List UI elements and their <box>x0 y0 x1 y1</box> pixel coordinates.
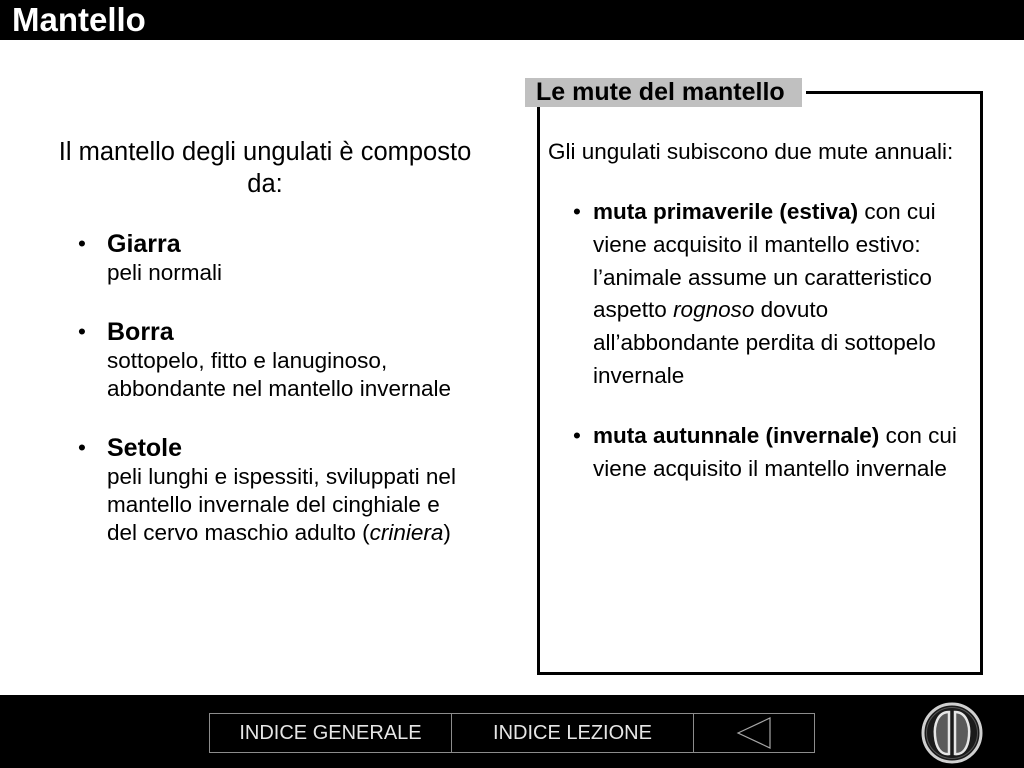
hoof-prints-logo-icon <box>921 702 983 764</box>
list-item-setole <box>78 433 468 547</box>
spring-moult-description: con cui viene acquisito il mantello estivo: l’animale assume un caratteristico aspetto <box>593 199 936 323</box>
general-index-button[interactable] <box>210 714 452 752</box>
back-button[interactable] <box>694 714 814 752</box>
description-italic-term: criniera <box>369 520 444 545</box>
navigation-bar <box>209 713 815 753</box>
list-item-autumn-moult <box>573 420 973 486</box>
general-index-label: INDICE GENERALE <box>239 722 422 744</box>
autumn-moult-title: muta autunnale (invernale) <box>593 422 880 448</box>
bullet: • <box>78 231 86 256</box>
description-borra: sottopelo, fitto e lanuginoso, abbondante nel mantello invernale <box>107 348 452 401</box>
moults-box-title: Le mute del mantello <box>525 78 806 107</box>
autumn-moult-description: con cui viene acquisito il mantello invernale <box>593 422 957 481</box>
term-giarra: Giarra <box>107 230 181 258</box>
header-bar <box>0 0 1024 40</box>
list-item-giarra <box>78 229 468 287</box>
page-title: Mantello <box>12 1 146 38</box>
bullet: • <box>78 435 86 460</box>
list-item-borra <box>78 317 468 403</box>
bullet: • <box>573 422 581 448</box>
moults-intro-text: Gli ungulati subiscono due mute annuali: <box>548 139 954 164</box>
lesson-index-label: INDICE LEZIONE <box>493 722 652 744</box>
list-item-body <box>107 229 466 287</box>
description-giarra: peli normali <box>107 260 223 285</box>
autumn-moult-text <box>593 420 969 486</box>
bullet: • <box>78 319 86 344</box>
description-end: ) <box>443 520 451 545</box>
list-item-body <box>107 433 466 547</box>
spring-moult-title: muta primaverile (estiva) <box>593 199 859 224</box>
bullet: • <box>573 199 581 224</box>
spring-moult-text <box>593 196 969 393</box>
left-intro-text: Il mantello degli ungulati è composto da: <box>58 138 472 198</box>
description-text: peli lunghi e ispessiti, sviluppati nel mantello invernale del cinghiale e del cervo maschio adulto ( <box>107 464 456 545</box>
list-item-body <box>107 317 466 403</box>
spring-moult-italic: rognoso <box>673 297 755 323</box>
back-arrow-icon <box>736 716 772 750</box>
spring-moult-description-end: dovuto all’abbondante perdita di sottopelo invernale <box>593 297 936 388</box>
term-borra: Borra <box>107 318 174 346</box>
moults-list <box>573 196 973 512</box>
lesson-index-button[interactable] <box>452 714 694 752</box>
list-item-spring-moult <box>573 196 973 393</box>
footer-bar <box>0 695 1024 768</box>
term-setole: Setole <box>107 434 183 462</box>
coat-components-list <box>78 229 468 577</box>
description-setole <box>107 463 466 547</box>
